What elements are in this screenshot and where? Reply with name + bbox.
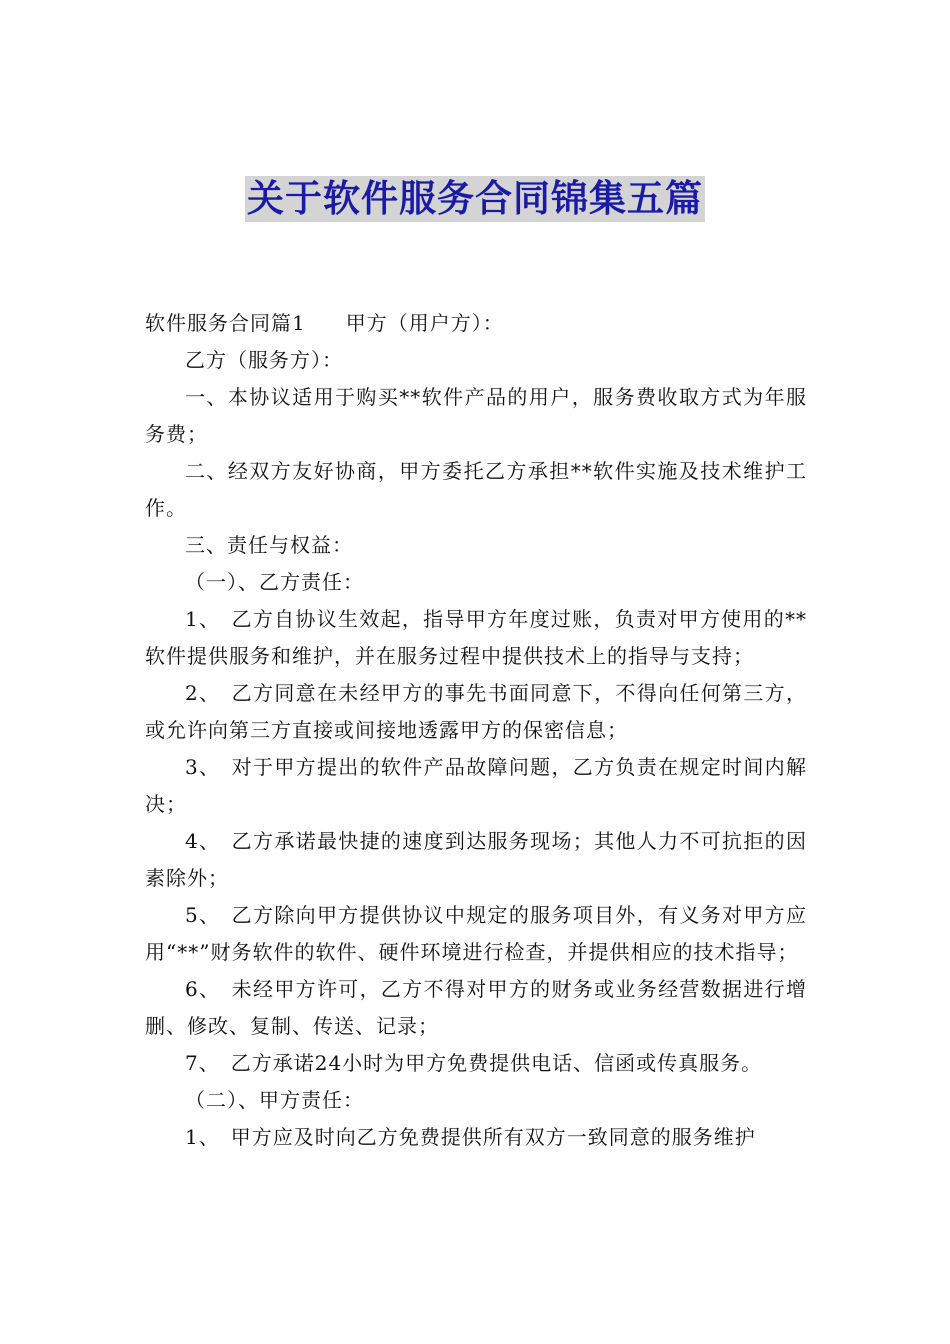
paragraph-item-3: 3、 对于甲方提出的软件产品故障问题，乙方负责在规定时间内解决； xyxy=(145,755,807,816)
paragraph-item-7: 7、 乙方承诺24小时为甲方免费提供电话、信函或传真服务。 xyxy=(185,1051,763,1075)
heading-left: 软件服务合同篇1 xyxy=(145,311,306,335)
heading-right: 甲方（用户方）： xyxy=(345,311,504,335)
title-container xyxy=(0,176,950,222)
section-heading xyxy=(145,305,807,342)
paragraph-party-a-item-1: 1、 甲方应及时向乙方免费提供所有双方一致同意的服务维护 xyxy=(185,1125,756,1149)
paragraph-item-5: 5、 乙方除向甲方提供协议中规定的服务项目外，有义务对甲方应用“**”财务软件的软件、硬件环境进行检查，并提供相应的技术指导； xyxy=(145,903,807,964)
paragraph-item-2: 2、 乙方同意在未经甲方的事先书面同意下，不得向任何第三方，或允许向第三方直接或间接地透露甲方的保密信息； xyxy=(145,681,807,742)
paragraph-clause-2: 二、经双方友好协商，甲方委托乙方承担**软件实施及技术维护工作。 xyxy=(145,459,807,520)
paragraph-clause-1: 一、本协议适用于购买**软件产品的用户，服务费收取方式为年服务费； xyxy=(145,385,807,446)
paragraph-party-a-duties: （二）、甲方责任： xyxy=(185,1088,364,1112)
paragraph-item-1: 1、 乙方自协议生效起，指导甲方年度过账，负责对甲方使用的**软件提供服务和维护，并在服务过程中提供技术上的指导与支持； xyxy=(145,607,807,668)
document-title: 关于软件服务合同锦集五篇 xyxy=(247,177,703,220)
document-body xyxy=(145,305,807,1156)
paragraph-party-b: 乙方（服务方）： xyxy=(185,348,343,372)
paragraph-party-b-duties: （一）、乙方责任： xyxy=(185,570,364,594)
paragraph-item-4: 4、 乙方承诺最快捷的速度到达服务现场；其他人力不可抗拒的因素除外； xyxy=(145,829,807,890)
paragraph-item-6: 6、 未经甲方许可，乙方不得对甲方的财务或业务经营数据进行增删、修改、复制、传送、记录； xyxy=(145,977,807,1038)
paragraph-clause-3: 三、责任与权益： xyxy=(185,533,353,557)
